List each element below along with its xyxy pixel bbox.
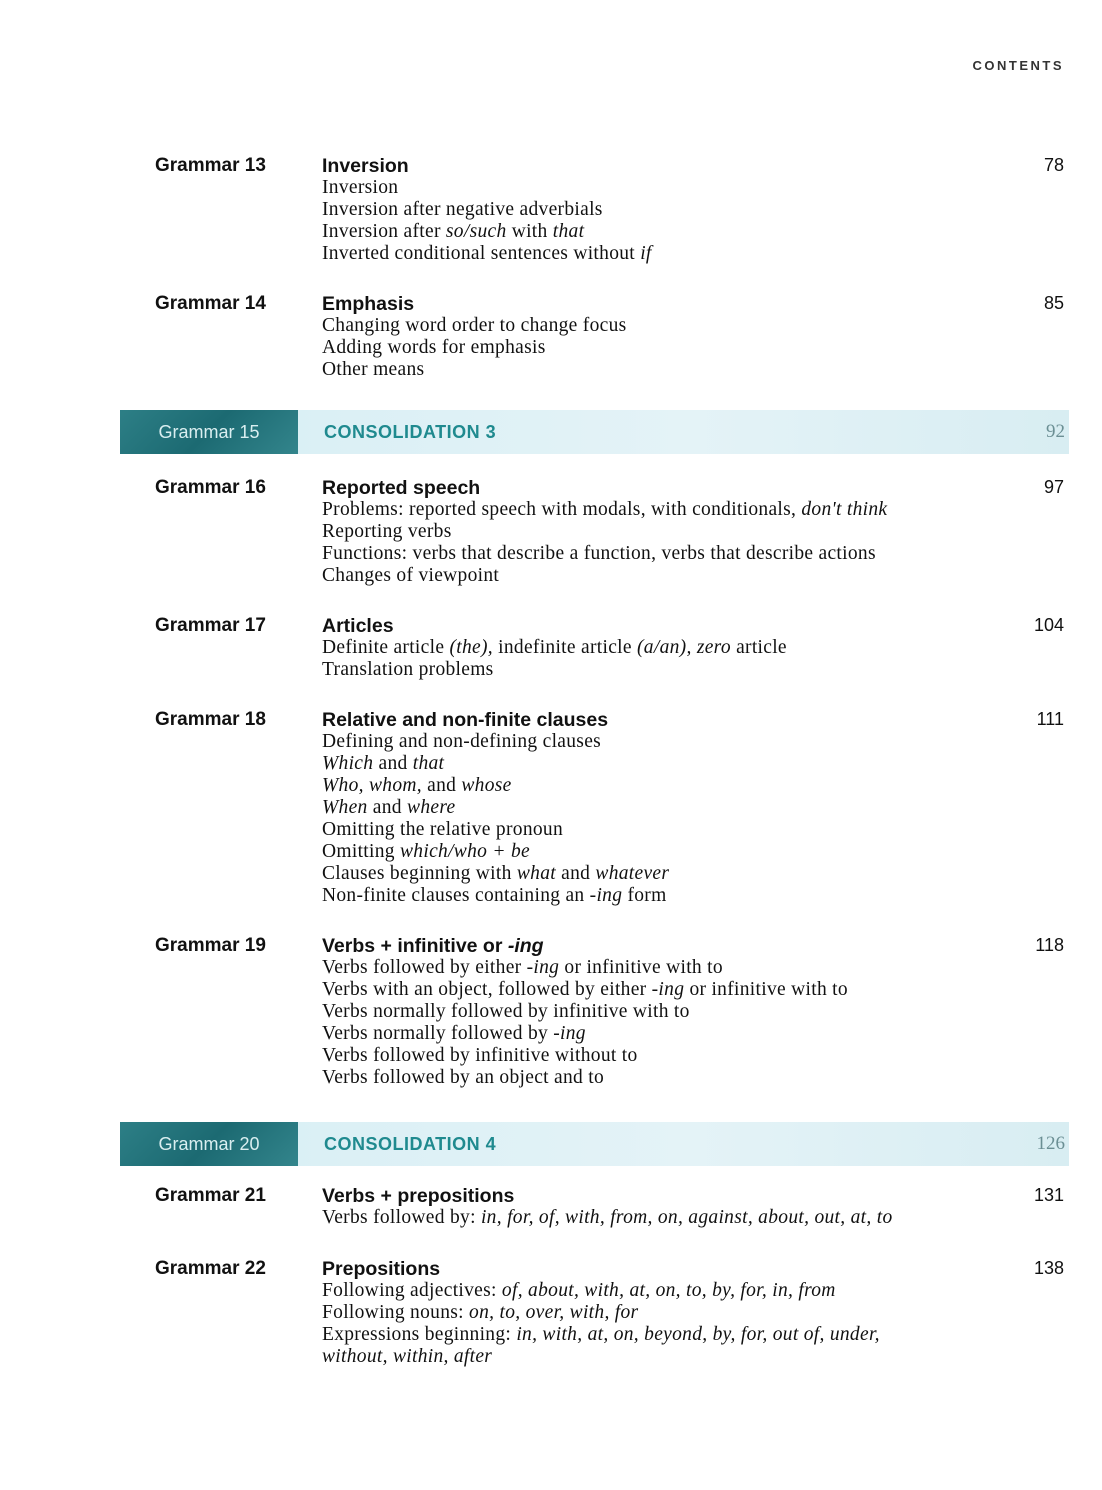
entry-title <box>322 155 652 177</box>
banner-label: Grammar 15 <box>120 410 298 454</box>
text-segment: Following adjectives: <box>322 1280 502 1301</box>
entry-label: Grammar 14 <box>155 293 266 314</box>
text-segment: on, to, over, with, for <box>469 1302 639 1323</box>
page-number: 111 <box>1036 709 1064 729</box>
subtopic-line <box>322 731 669 753</box>
text-segment: Inversion after <box>322 221 446 242</box>
subtopic-line <box>322 659 787 681</box>
banner-title: CONSOLIDATION 3 <box>324 422 497 442</box>
text-segment: and <box>373 753 413 774</box>
banner-page-number: 92 <box>1046 421 1065 442</box>
text-segment: Verbs followed by an object and to <box>322 1067 605 1088</box>
page-number: 104 <box>1033 615 1064 635</box>
subtopic-line <box>322 775 669 797</box>
text-segment: with <box>506 221 553 242</box>
subtopic-line <box>322 753 669 775</box>
title-segment: Articles <box>322 615 394 637</box>
page-number: 78 <box>1043 155 1064 175</box>
subtopic-line <box>322 221 652 243</box>
text-segment: -ing <box>526 957 560 978</box>
subtopic-line <box>322 1023 848 1045</box>
text-segment: Verbs normally followed by <box>322 1023 554 1044</box>
text-segment: -ing <box>589 885 623 906</box>
text-segment: of, about, with, at, on, to, by, for, in, from <box>501 1280 836 1301</box>
text-segment: -ing <box>651 979 685 1000</box>
text-segment: in, for, of, with, from, on, against, about, out, at, to <box>480 1207 893 1228</box>
text-segment: don't think <box>801 499 888 520</box>
entry-label: Grammar 13 <box>155 155 266 176</box>
subtopic-line <box>322 637 787 659</box>
text-segment: that <box>412 753 445 774</box>
consolidation-banner <box>120 410 1069 454</box>
text-segment: Defining and non-defining clauses <box>322 731 602 752</box>
entry-body <box>322 709 669 907</box>
text-segment: (a/an), zero <box>637 637 731 658</box>
text-segment: Adding words for emphasis <box>322 337 546 358</box>
banner-title: CONSOLIDATION 4 <box>324 1134 497 1154</box>
text-segment: Following nouns: <box>322 1302 470 1323</box>
text-segment: Expressions beginning: <box>322 1324 517 1345</box>
text-segment: Changing word order to change focus <box>322 315 627 336</box>
text-segment: Verbs followed by either <box>322 957 527 978</box>
title-segment: Verbs + infinitive or <box>322 935 508 957</box>
entry-body <box>322 935 848 1089</box>
consolidation-banner <box>120 1122 1069 1166</box>
title-segment: Reported speech <box>322 477 481 499</box>
text-segment: Verbs with an object, followed by either <box>322 979 652 1000</box>
entry-label: Grammar 19 <box>155 935 266 956</box>
subtopic-line <box>322 1045 848 1067</box>
text-segment: or infinitive with to <box>684 979 848 1000</box>
subtopic-line <box>322 979 848 1001</box>
text-segment: Omitting <box>322 841 400 862</box>
text-segment: so/such <box>445 221 507 242</box>
entry-body <box>322 1258 880 1368</box>
entry-title <box>322 935 848 957</box>
subtopic-line <box>322 841 669 863</box>
title-segment: Relative and non-finite clauses <box>322 709 609 731</box>
subtopic-line <box>322 521 887 543</box>
text-segment: Definite article <box>322 637 450 658</box>
text-segment: Which <box>322 753 374 774</box>
page-number: 118 <box>1035 935 1064 955</box>
entry-title <box>322 1258 880 1280</box>
text-segment: which/who + be <box>400 841 531 862</box>
title-segment: Emphasis <box>322 293 415 315</box>
text-segment: Clauses beginning with <box>322 863 517 884</box>
entry-body <box>322 1185 893 1229</box>
entry-body <box>322 155 652 265</box>
text-segment: what <box>516 863 556 884</box>
subtopic-line <box>322 337 627 359</box>
subtopic-line <box>322 797 669 819</box>
text-segment: -ing <box>553 1023 586 1044</box>
text-segment: Omitting the relative pronoun <box>322 819 564 840</box>
page-number: 138 <box>1033 1258 1064 1278</box>
text-segment: whose <box>461 775 512 796</box>
entry-body <box>322 293 627 381</box>
text-segment: Inverted conditional sentences without <box>322 243 641 264</box>
running-header: CONTENTS <box>972 58 1064 73</box>
subtopic-line <box>322 315 627 337</box>
text-segment: if <box>640 243 652 264</box>
page-number: 85 <box>1043 293 1064 313</box>
text-segment: and <box>555 863 596 884</box>
subtopic-line <box>322 499 887 521</box>
title-segment: Verbs + prepositions <box>322 1185 515 1207</box>
title-segment: Inversion <box>322 155 409 177</box>
subtopic-line <box>322 177 652 199</box>
banner-label: Grammar 20 <box>120 1122 298 1166</box>
entry-label: Grammar 21 <box>155 1185 266 1206</box>
text-segment: and <box>421 775 462 796</box>
text-segment: Verbs normally followed by infinitive with to <box>322 1001 690 1022</box>
text-segment: article <box>730 637 787 658</box>
entry-label: Grammar 17 <box>155 615 266 636</box>
entry-body <box>322 477 887 587</box>
title-segment: -ing <box>507 935 544 957</box>
text-segment: Verbs followed by: <box>322 1207 481 1228</box>
text-segment: Verbs followed by infinitive without to <box>322 1045 638 1066</box>
subtopic-line <box>322 1302 880 1324</box>
text-segment: Translation problems <box>322 659 494 680</box>
banner-page-number: 126 <box>1036 1133 1065 1154</box>
text-segment: in, with, at, on, beyond, by, for, out of, under, <box>516 1324 880 1345</box>
subtopic-line <box>322 1280 880 1302</box>
subtopic-line <box>322 1207 893 1229</box>
text-segment: Inversion <box>322 177 399 198</box>
page-number: 131 <box>1033 1185 1064 1205</box>
text-segment: that <box>552 221 585 242</box>
text-segment: When <box>322 797 368 818</box>
text-segment: (the), <box>449 637 493 658</box>
subtopic-line <box>322 1067 848 1089</box>
text-segment: where <box>407 797 456 818</box>
title-segment: Prepositions <box>322 1258 441 1280</box>
text-segment: Changes of viewpoint <box>322 565 500 586</box>
text-segment: Inversion after negative adverbials <box>322 199 603 220</box>
page-number: 97 <box>1043 477 1064 497</box>
entry-title <box>322 1185 893 1207</box>
entry-label: Grammar 22 <box>155 1258 266 1279</box>
subtopic-line <box>322 863 669 885</box>
subtopic-line <box>322 243 652 265</box>
subtopic-line <box>322 1324 880 1346</box>
entry-title <box>322 709 669 731</box>
text-segment: Functions: verbs that describe a function, verbs that describe actions <box>322 543 876 564</box>
entry-title <box>322 615 787 637</box>
entry-label: Grammar 18 <box>155 709 266 730</box>
subtopic-line <box>322 359 627 381</box>
text-segment: form <box>622 885 667 906</box>
subtopic-line <box>322 543 887 565</box>
subtopic-line <box>322 565 887 587</box>
text-segment: whatever <box>595 863 670 884</box>
subtopic-line <box>322 819 669 841</box>
text-segment: Non-finite clauses containing an <box>322 885 590 906</box>
text-segment: or infinitive with to <box>559 957 723 978</box>
entry-body <box>322 615 787 681</box>
text-segment: Who, whom, <box>322 775 422 796</box>
text-segment: indefinite article <box>492 637 638 658</box>
subtopic-line <box>322 957 848 979</box>
text-segment: Reporting verbs <box>322 521 452 542</box>
subtopic-line <box>322 199 652 221</box>
subtopic-line <box>322 885 669 907</box>
subtopic-line <box>322 1001 848 1023</box>
subtopic-line <box>322 1346 880 1368</box>
entry-title <box>322 477 887 499</box>
text-segment: without, within, after <box>322 1346 493 1367</box>
text-segment: Problems: reported speech with modals, with conditionals, <box>322 499 802 520</box>
text-segment: Other means <box>322 359 425 380</box>
entry-label: Grammar 16 <box>155 477 266 498</box>
text-segment: and <box>367 797 408 818</box>
entry-title <box>322 293 627 315</box>
